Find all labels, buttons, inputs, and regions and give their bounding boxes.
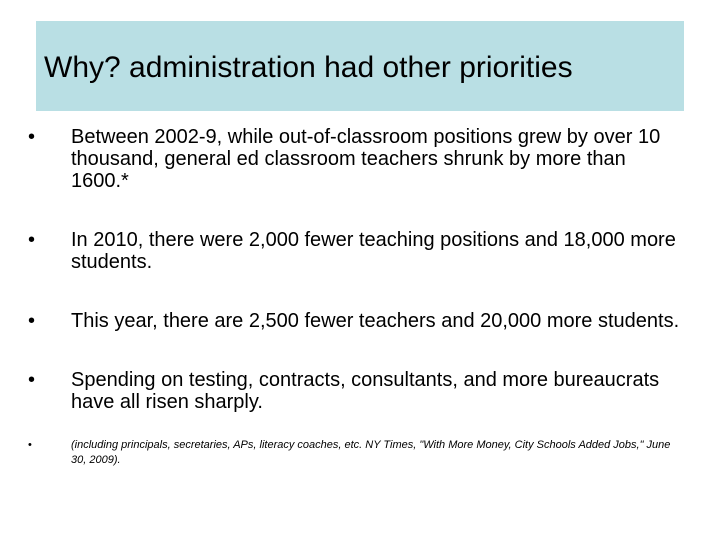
- bullet-dot-icon: •: [28, 369, 36, 391]
- bullet-dot-icon: •: [28, 310, 36, 332]
- bullet-dot-icon: •: [28, 229, 36, 251]
- bullet-text: Spending on testing, contracts, consultants, and more bureaucrats have all risen sharply.: [71, 369, 660, 413]
- footnote-text: (including principals, secretaries, APs, literacy coaches, etc. NY Times, "With More Money, City Schools Added Jobs," June 30, 2009).: [71, 439, 671, 466]
- bullet-item: [28, 229, 688, 273]
- bullet-dot-icon: •: [28, 126, 36, 148]
- slide-title-bar: [36, 21, 684, 111]
- slide-title: Why? administration had other priorities: [44, 51, 573, 84]
- bullet-item: [28, 369, 688, 413]
- bullet-item: [28, 126, 688, 192]
- bullet-text: In 2010, there were 2,000 fewer teaching positions and 18,000 more students.: [71, 229, 676, 273]
- footnote-item: [28, 438, 688, 468]
- bullet-text: Between 2002-9, while out-of-classroom positions grew by over 10 thousand, general ed classroom teachers shrunk by more than 1600.*: [71, 126, 661, 192]
- bullet-dot-icon: •: [28, 439, 32, 451]
- bullet-list: [28, 126, 688, 468]
- bullet-text: This year, there are 2,500 fewer teachers and 20,000 more students.: [71, 310, 680, 332]
- bullet-item: [28, 310, 688, 332]
